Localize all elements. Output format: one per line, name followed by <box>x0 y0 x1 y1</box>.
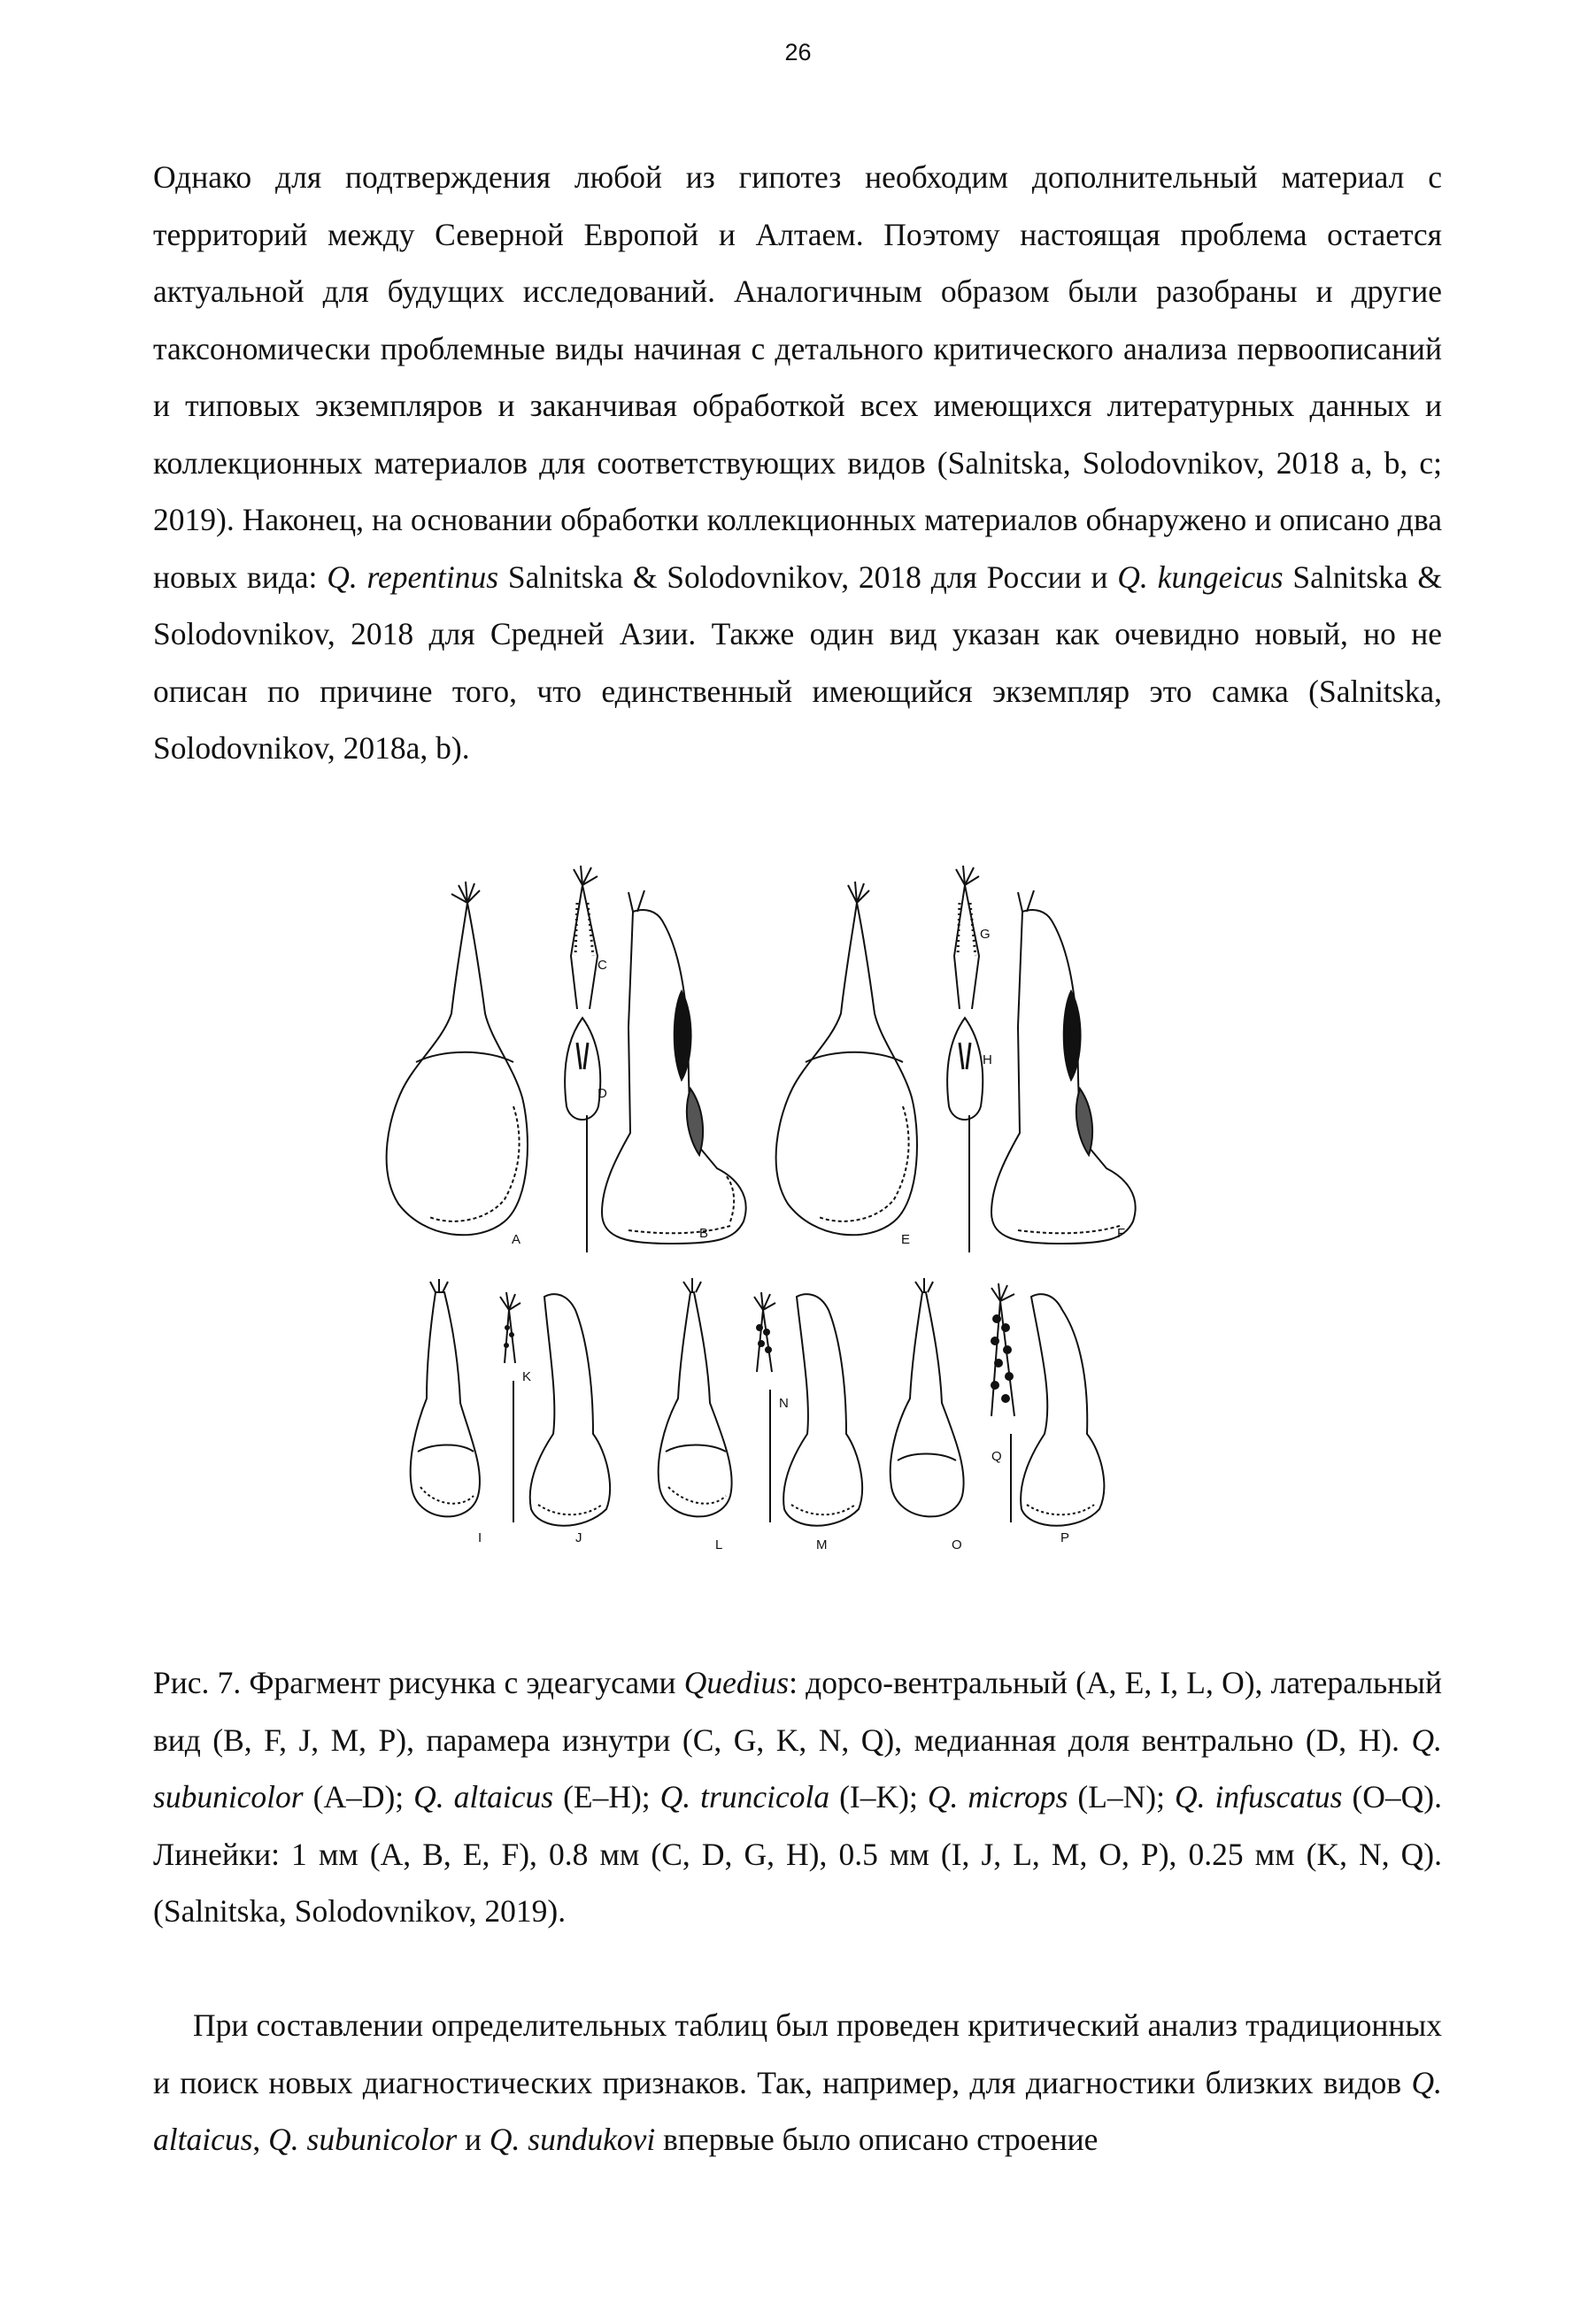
drawing-d <box>565 1018 600 1252</box>
label-j: J <box>575 1530 582 1545</box>
drawing-o <box>891 1278 964 1516</box>
drawing-a <box>387 882 528 1235</box>
drawing-g <box>954 866 979 1009</box>
label-e: E <box>901 1232 911 1247</box>
label-q: Q <box>991 1449 1002 1464</box>
label-l: L <box>715 1537 723 1552</box>
drawing-q <box>991 1283 1014 1522</box>
species-name: Q. repentinus <box>327 559 499 595</box>
drawing-k <box>500 1292 520 1522</box>
label-o: O <box>952 1537 962 1552</box>
label-n: N <box>779 1396 789 1411</box>
page-number: 26 <box>784 39 812 65</box>
figure-aedeagus-drawings <box>381 850 1217 1646</box>
drawing-b <box>602 890 746 1244</box>
label-d: D <box>598 1086 607 1101</box>
label-f: F <box>1117 1226 1126 1241</box>
drawing-n <box>754 1292 775 1522</box>
drawing-p <box>1021 1294 1104 1526</box>
drawing-h <box>947 1018 983 1252</box>
figure-caption: Рис. 7. Фрагмент рисунка с эдеагусами Quedius: дорсо-вентральный (A, E, I, L, O), латеральный вид (B, F, J, M, P), парамера изнутри (C, G, K, N, Q), медианная доля вентрально (D, H). Q. subunicolor (A–D); Q. altaicus (E–H); Q. truncicola (I–K); Q. microps (L–N); Q. infuscatus (O–Q). Линейки: 1 мм (A, B, E, F), 0.8 мм (C, D, G, H), 0.5 мм (I, J, L, M, O, P), 0.25 мм (K, N, Q). (Salnitska, Solodovnikov, 2019). <box>153 1665 1443 1929</box>
drawing-l <box>659 1278 732 1516</box>
species-name: Q. kungeicus <box>1117 559 1284 595</box>
label-a: A <box>512 1232 521 1247</box>
paragraph-2: При составлении определительных таблиц был проведен критический анализ традиционных и поиск новых диагностических признаков. Так, например, для диагностики близких видов Q. altaicus, Q. subunicolor и Q. sundukovi впервые было описано строение <box>153 2007 1442 2157</box>
drawing-m <box>783 1294 862 1526</box>
drawing-i <box>411 1279 480 1516</box>
label-i: I <box>478 1530 482 1545</box>
label-h: H <box>983 1052 992 1067</box>
label-g: G <box>980 927 991 942</box>
drawing-c <box>571 866 598 1009</box>
label-k: K <box>522 1369 532 1384</box>
label-c: C <box>598 958 607 973</box>
label-b: B <box>699 1226 709 1241</box>
drawing-e <box>776 882 917 1235</box>
label-p: P <box>1060 1530 1070 1545</box>
label-m: M <box>816 1537 828 1552</box>
paragraph-1: Однако для подтверждения любой из гипотез необходим дополнительный материал с территорий между Северной Европой и Алтаем. Поэтому настоящая проблема остается актуальной для будущих исследований. Аналогичным образом были разобраны и другие таксономически проблемные виды начиная с детального критического анализа первоописаний и типовых экземпляров и заканчивая обработкой всех имеющихся литературных данных и коллекционных материалов для соответствующих видов (Salnitska, Solodovnikov, 2018 a, b, c; 2019). Наконец, на основании обработки коллекционных материалов обнаружено и описано два новых вида: Q. repentinus Salnitska & Solodovnikov, 2018 для России и Q. kungeicus Salnitska & Solodovnikov, 2018 для Средней Азии. Также один вид указан как очевидно новый, но не описан по причине того, что единственный имеющийся экземпляр это самка (Salnitska, Solodovnikov, 2018a, b). <box>153 159 1442 766</box>
drawing-j <box>530 1294 610 1526</box>
drawing-f <box>991 890 1136 1244</box>
